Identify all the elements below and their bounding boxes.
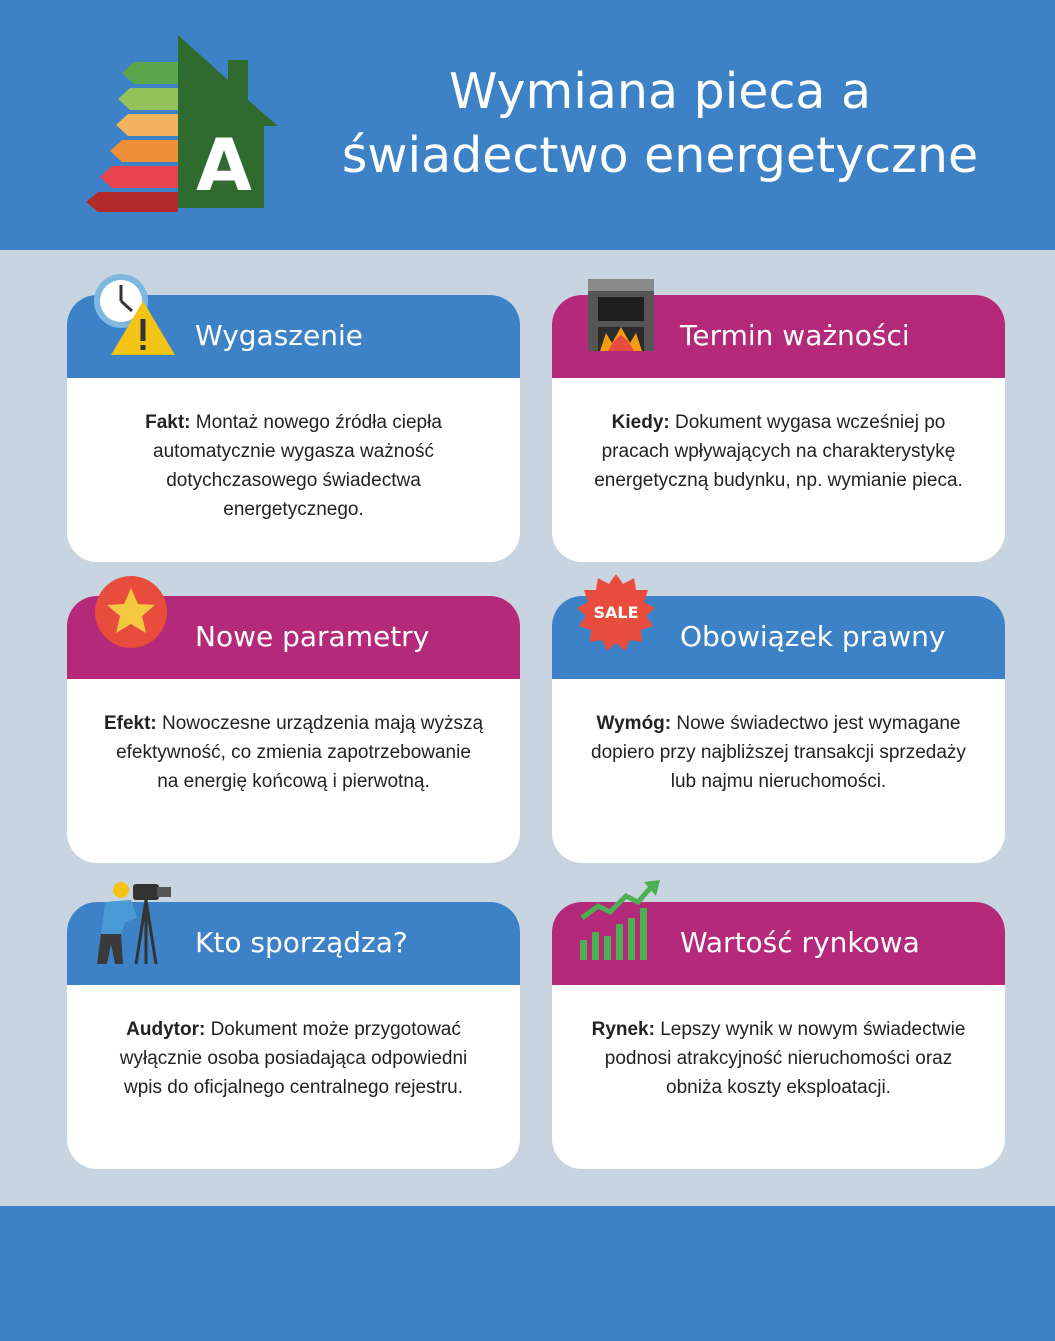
- star-badge-icon: [91, 572, 181, 662]
- card-label: Kiedy:: [611, 412, 670, 433]
- card-label: Wymóg:: [596, 713, 672, 734]
- title-line-2: świadectwo energetyczne: [341, 127, 979, 184]
- card-wartosc-rynkowa: [552, 902, 1005, 1169]
- card-title: Wartość rynkowa: [680, 926, 920, 959]
- card-text: Nowoczesne urządzenia mają wyższą efektywność, co zmienia zapotrzebowanie na energię końcową i pierwotną.: [116, 713, 484, 792]
- growth-chart-icon: [576, 878, 666, 968]
- title-line-1: Wymiana pieca a: [448, 63, 872, 120]
- card-termin-waznosci: [552, 295, 1005, 562]
- card-obowiazek-prawny: [552, 596, 1005, 863]
- card-text: Dokument wygasa wcześniej po pracach wpływających na charakterystykę energetyczną budynku, np. wymianie pieca.: [594, 412, 963, 491]
- card-title: Obowiązek prawny: [680, 620, 946, 653]
- card-body: [103, 709, 484, 796]
- page-title: [300, 60, 1020, 188]
- clock-warning-icon: [91, 271, 181, 361]
- sale-badge-text: SALE: [593, 603, 639, 622]
- card-label: Fakt:: [145, 412, 191, 433]
- camera-operator-icon: [91, 878, 181, 968]
- card-label: Efekt:: [103, 713, 157, 734]
- header-banner: [0, 0, 1055, 250]
- card-wygaszenie: [67, 295, 520, 562]
- card-body: [588, 709, 969, 796]
- card-body: [588, 408, 969, 495]
- card-text: Nowe świadectwo jest wymagane dopiero przy najbliższej transakcji sprzedaży lub najmu nieruchomości.: [591, 713, 966, 792]
- card-label: Rynek:: [591, 1019, 655, 1040]
- card-title: Wygaszenie: [195, 319, 363, 352]
- card-text: Lepszy wynik w nowym świadectwie podnosi atrakcyjność nieruchomości oraz obniża koszty eksploatacji.: [604, 1019, 966, 1098]
- card-text: Montaż nowego źródła ciepła automatycznie wygasza ważność dotychczasowego świadectwa energetycznego.: [153, 412, 442, 520]
- card-label: Audytor:: [126, 1019, 206, 1040]
- card-body: [588, 1015, 969, 1102]
- card-title: Kto sporządza?: [195, 926, 408, 959]
- card-body: [103, 408, 484, 524]
- card-text: Dokument może przygotować wyłącznie osoba posiadająca odpowiedni wpis do oficjalnego centralnego rejestru.: [119, 1019, 468, 1098]
- card-body: [103, 1015, 484, 1102]
- card-title: Termin ważności: [680, 319, 910, 352]
- card-title: Nowe parametry: [195, 620, 430, 653]
- card-kto-sporzadza: [67, 902, 520, 1169]
- furnace-fire-icon: [576, 271, 666, 361]
- energy-class-letter: A: [196, 123, 252, 207]
- card-nowe-parametry: [67, 596, 520, 863]
- footer-banner: [0, 1206, 1055, 1341]
- energy-class-house-icon: [78, 30, 284, 212]
- sale-badge-icon: [576, 572, 666, 662]
